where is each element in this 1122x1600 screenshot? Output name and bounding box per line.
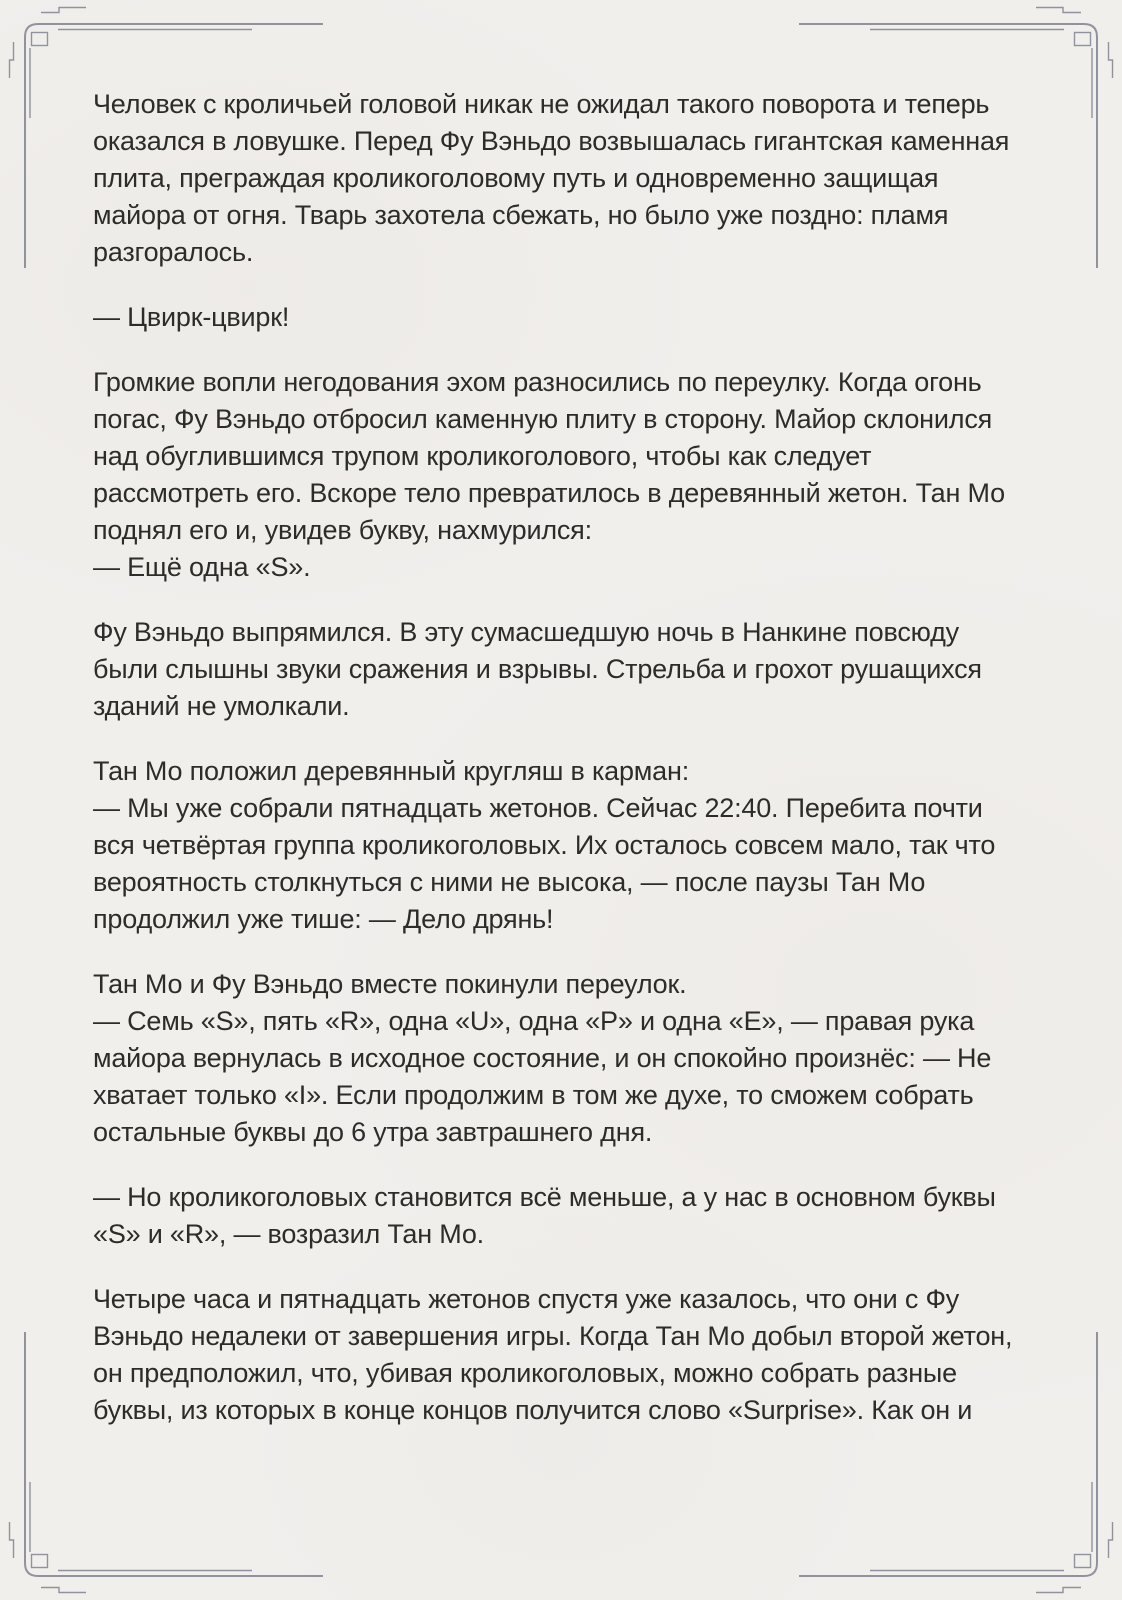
paragraph: Тан Мо положил деревянный кругляш в карман: [93,756,689,786]
paragraph: — Ещё одна «S». [93,552,311,582]
paragraph: Фу Вэньдо выпрямился. В эту сумасшедшую ночь в Нанкине повсюду были слышны звуки сражения и взрывы. Стрельба и грохот рушащихся зданий не умолкали. [93,617,982,721]
paragraph: Четыре часа и пятнадцать жетонов спустя уже казалось, что они с Фу Вэньдо недалеки от завершения игры. Когда Тан Мо добыл второй жетон, он предположил, что, убивая кроликоголовых, можно собрать разные буквы, из которых в конце концов получится слово «Surprise». Как он и [93,1284,1013,1425]
paragraph: — Мы уже собрали пятнадцать жетонов. Сейчас 22:40. Перебита почти вся четвёртая группа кроликоголовых. Их осталось совсем мало, так что вероятность столкнуться с ними не высока, — после паузы Тан Мо продолжил уже тише: — Дело дрянь! [93,793,996,934]
paragraph: Громкие вопли негодования эхом разносились по переулку. Когда огонь погас, Фу Вэньдо отбросил каменную плиту в сторону. Майор склонился над обуглившимся трупом кроликоголового, чтобы как следует рассмотреть его. Вскоре тело превратилось в деревянный жетон. Тан Мо поднял его и, увидев букву, нахмурился: [93,367,1005,545]
page-text [93,86,1025,1429]
paragraph: — Цвирк-цвирк! [93,302,290,332]
paragraph: — Но кроликоголовых становится всё меньше, а у нас в основном буквы «S» и «R», — возразил Тан Мо. [93,1182,996,1249]
paragraph: Человек с кроличьей головой никак не ожидал такого поворота и теперь оказался в ловушке. Перед Фу Вэньдо возвышалась гигантская каменная плита, преграждая кроликоголовому путь и одновременно защищая майора от огня. Тварь захотела сбежать, но было уже поздно: пламя разгоралось. [93,89,1010,267]
paragraph: Тан Мо и Фу Вэньдо вместе покинули переулок. [93,969,687,999]
paragraph: — Семь «S», пять «R», одна «U», одна «P» и одна «E», — правая рука майора вернулась в исходное состояние, и он спокойно произнёс: — Не хватает только «I». Если продолжим в том же духе, то сможем собрать остальные буквы до 6 утра завтрашнего дня. [93,1006,992,1147]
